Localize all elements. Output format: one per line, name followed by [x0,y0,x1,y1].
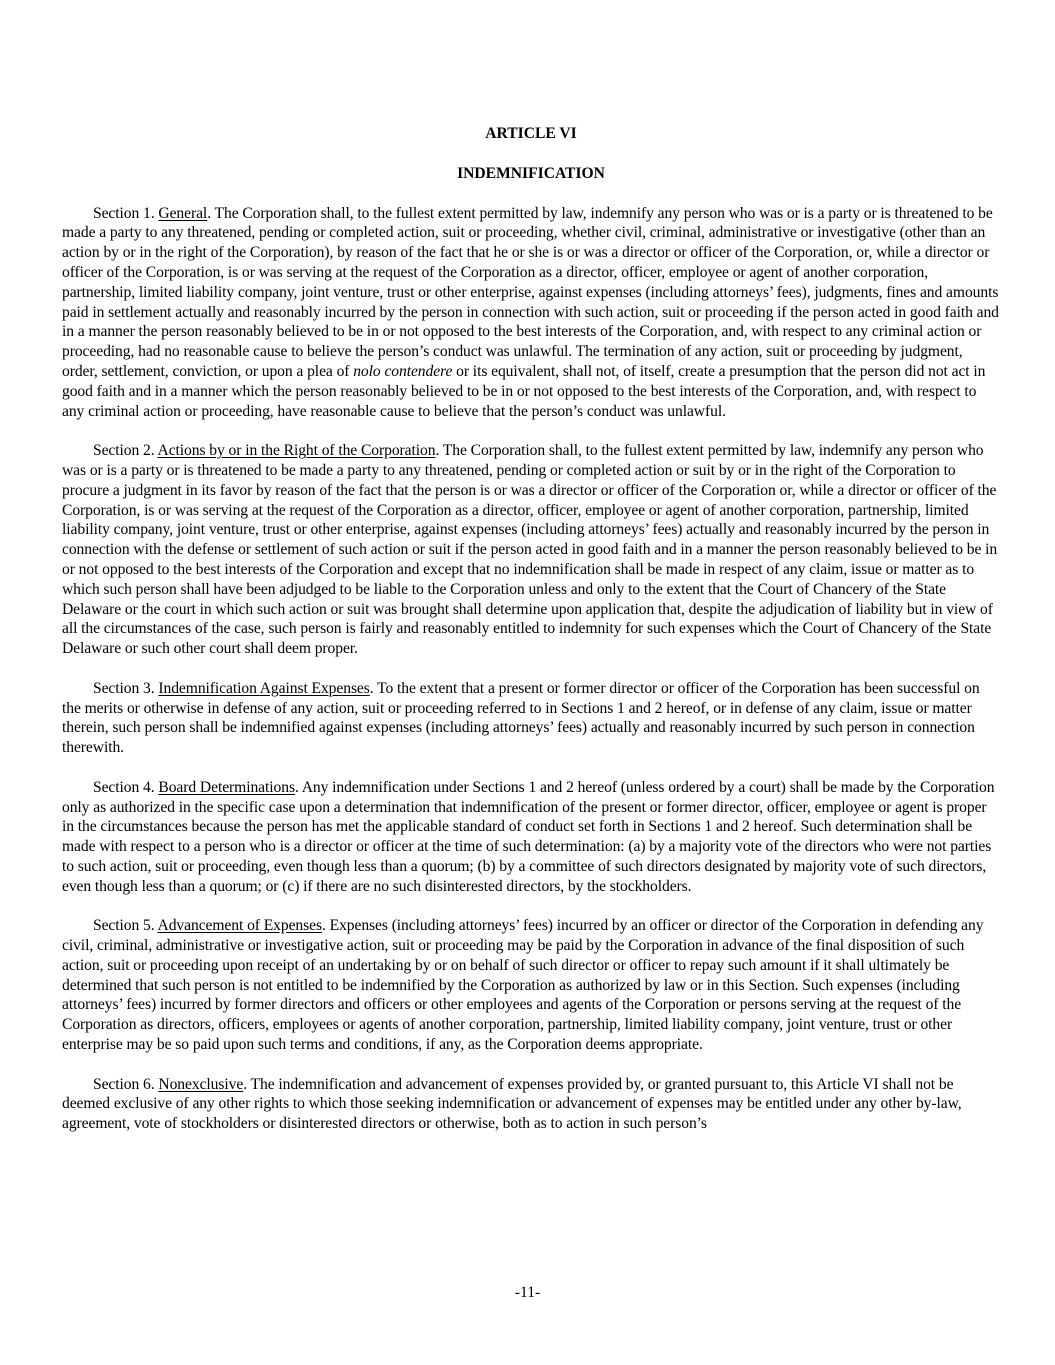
section-body: . To the extent that a present or former director or officer of the Corporation has been successful on the merits or otherwise in defense of any action, suit or proceeding referred to in Sections 1 and 2 hereof, or in defense of any claim, issue or matter therein, such person shall be indemnified against expenses (including attorneys’ fees) actually and reasonably incurred by such person in connection therewith. [62,679,980,757]
section-title: Board Determinations [158,778,295,796]
section-title: General [158,204,208,222]
section-body: . Any indemnification under Sections 1 and 2 hereof (unless ordered by a court) shall be made by the Corporation only as authorized in the specific case upon a determination that indemnification of the present or former director, officer, employee or agent is proper in the circumstances because the person has met the applicable standard of conduct set forth in Sections 1 and 2 hereof. Such determination shall be made with respect to a person who is a director or officer at the time of such determination: (a) by a majority vote of the directors who were not parties to such action, suit or proceeding, even though less than a quorum; (b) by a committee of such directors designated by majority vote of such directors, even though less than a quorum; or (c) if there are no such disinterested directors, by the stockholders. [62,778,995,895]
article-number: ARTICLE VI [485,125,577,142]
section-body-continued: or its equivalent, shall not, of itself, create a presumption that the person did not act in good faith and in a manner which the person reasonably believed to be in or not opposed to the best interests of the Corporation, and, with respect to any criminal action or proceeding, have reasonable cause to believe that the person’s conduct was unlawful. [62,362,986,420]
section-2 [62,441,1000,659]
section-body: . Expenses (including attorneys’ fees) incurred by an officer or director of the Corporation in defending any civil, criminal, administrative or investigative action, suit or proceeding may be paid by the Corporation in advance of the final disposition of such action, suit or proceeding upon receipt of an undertaking by or on behalf of such director or officer to repay such amount if it shall ultimately be determined that such person is not entitled to be indemnified by the Corporation as authorized by law or in this Section. Such expenses (including attorneys’ fees) incurred by former directors and officers or other employees and agents of the Corporation or persons serving at the request of the Corporation as directors, officers, employees or agents of another corporation, partnership, limited liability company, joint venture, trust or other enterprise may be so paid upon such terms and conditions, if any, as the Corporation deems appropriate. [62,917,984,1054]
section-body: . The Corporation shall, to the fullest extent permitted by law, indemnify any person who was or is a party or is threatened to be made a party to any threatened, pending or completed action, suit or proceeding, whether civil, criminal, administrative or investigative (other than an action by or in the right of the Corporation), by reason of the fact that he or she is or was a director or officer of the Corporation, or, while a director or officer of the Corporation, is or was serving at the request of the Corporation as a director, officer, employee or agent of another corporation, partnership, limited liability company, joint venture, trust or other enterprise, against expenses (including attorneys’ fees), judgments, fines and amounts paid in settlement actually and reasonably incurred by the person in connection with such action, suit or proceeding if the person acted in good faith and in a manner the person reasonably believed to be in or not opposed to the best interests of the Corporation, and, with respect to any criminal action or proceeding, had no reasonable cause to believe the person’s conduct was unlawful. The termination of any action, suit or proceeding by judgment, order, settlement, conviction, or upon a plea of [62,204,999,380]
section-label: Section 3. [93,679,159,697]
section-title: Nonexclusive [158,1075,244,1093]
section-title: Actions by or in the Right of the Corporation [157,442,436,460]
section-body: . The indemnification and advancement of expenses provided by, or granted pursuant to, this Article VI shall not be deemed exclusive of any other rights to which those seeking indemnification or advancement of expenses may be entitled under any other by-law, agreement, vote of stockholders or disinterested directors or otherwise, both as to action in such person’s [62,1075,962,1133]
section-title: Indemnification Against Expenses [158,679,370,697]
section-label: Section 4. [93,778,159,796]
section-label: Section 1. [93,204,159,222]
document-page [62,124,1000,1154]
section-label: Section 2. [93,442,158,460]
section-1 [62,204,1000,422]
section-title: Advancement of Expenses [157,917,322,935]
article-title: INDEMNIFICATION [457,164,605,182]
section-4 [62,778,1000,897]
section-italic-term: nolo contendere [353,362,453,380]
section-body: . The Corporation shall, to the fullest extent permitted by law, indemnify any person who was or is a party or is threatened to be made a party to any threatened, pending or completed action or suit by or in the right of the Corporation to procure a judgment in its favor by reason of the fact that the person is or was a director or officer of the Corporation or, while a director or officer of the Corporation, is or was serving at the request of the Corporation as a director, officer, employee or agent of another corporation, partnership, limited liability company, joint venture, trust or other enterprise, against expenses (including attorneys’ fees) actually and reasonably incurred by the person in connection with the defense or settlement of such action or suit if the person acted in good faith and in a manner the person reasonably believed to be in or not opposed to the best interests of the Corporation and except that no indemnification shall be made in respect of any claim, issue or matter as to which such person shall have been adjudged to be liable to the Corporation unless and only to the extent that the Court of Chancery of the State Delaware or the court in which such action or suit was brought shall determine upon application that, despite the adjudication of liability but in view of all the circumstances of the case, such person is fairly and reasonably entitled to indemnity for such expenses which the Court of Chancery of the State Delaware or such other court shall deem proper. [62,442,998,658]
section-5 [62,916,1000,1055]
section-3 [62,679,1000,758]
page-number: -11- [514,1284,541,1301]
section-label: Section 5. [93,917,158,935]
section-label: Section 6. [93,1075,159,1093]
section-6 [62,1075,1000,1134]
